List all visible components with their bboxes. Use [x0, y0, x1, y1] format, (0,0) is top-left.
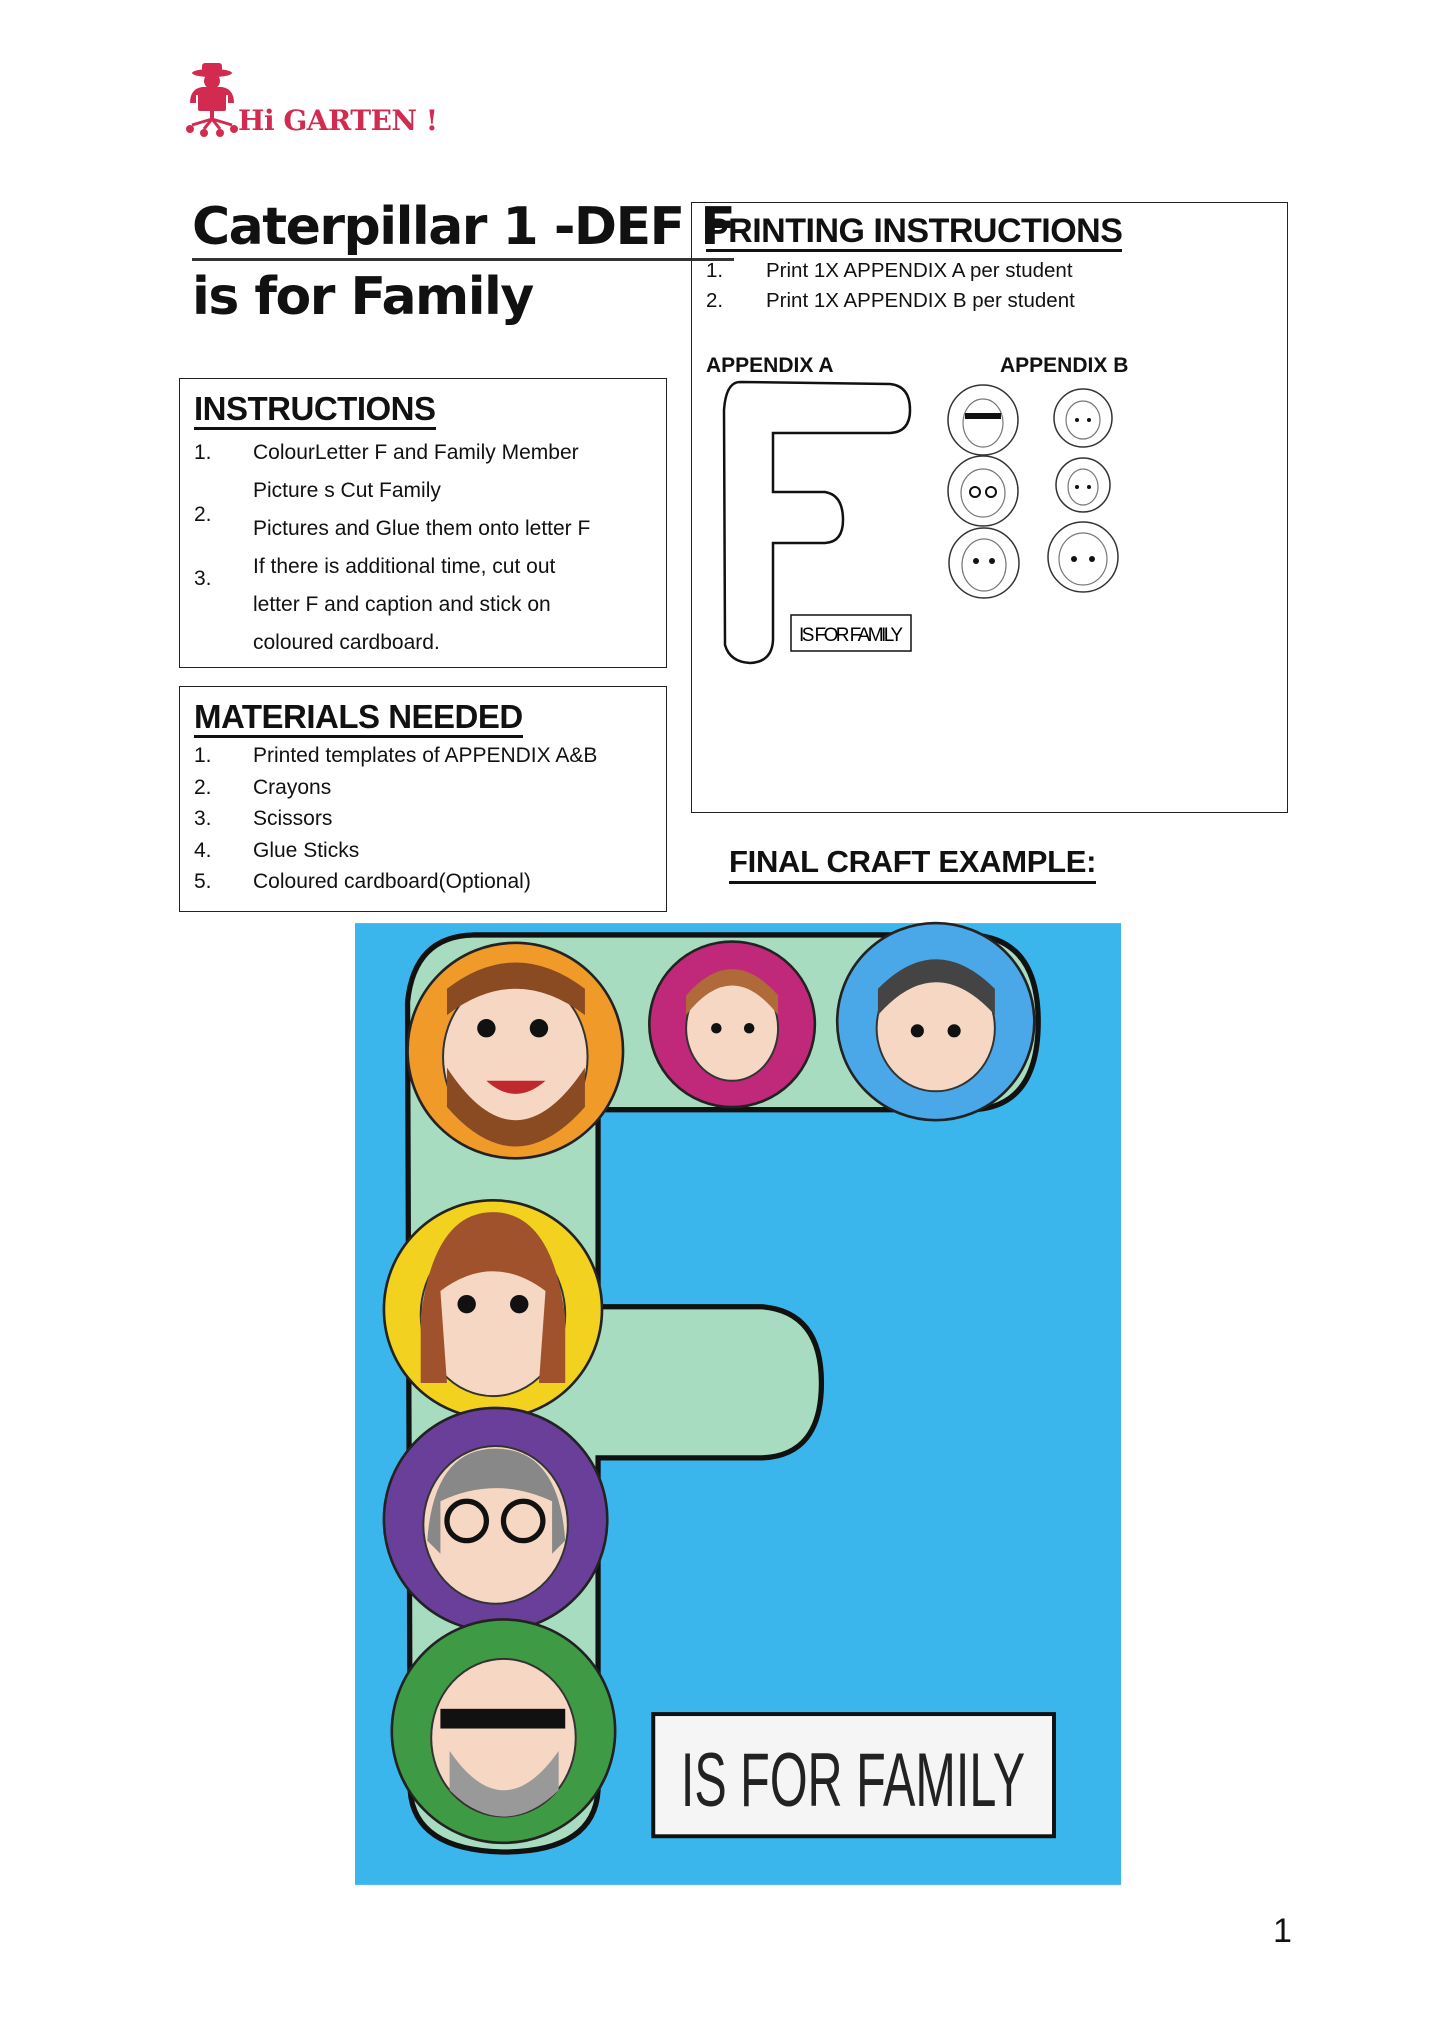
- appendix-b-label: APPENDIX B: [1000, 354, 1129, 377]
- list-item: [194, 835, 652, 867]
- item-text: Pictures and Glue them onto letter F: [253, 517, 591, 540]
- item-number: 5.: [194, 870, 212, 893]
- item-number: 2.: [706, 289, 724, 312]
- item-text: Scissors: [253, 807, 333, 830]
- list-item: [706, 256, 1273, 286]
- item-text: ColourLetter F and Family Member: [253, 441, 579, 464]
- appendix-a-letter-f: [700, 370, 930, 670]
- final-craft-photo: [355, 923, 1121, 1885]
- instructions-box: [179, 378, 667, 668]
- list-item: [194, 866, 652, 898]
- item-text: coloured cardboard.: [253, 631, 440, 654]
- item-number: 1.: [194, 744, 212, 767]
- page-number: 1: [1273, 1912, 1292, 1950]
- item-text: Coloured cardboard(Optional): [253, 870, 531, 893]
- materials-heading: MATERIALS NEEDED: [194, 699, 523, 738]
- item-text: Glue Sticks: [253, 838, 360, 862]
- logo-icon: [184, 63, 240, 139]
- face-grandma-icon: [948, 456, 1018, 526]
- list-item: [194, 586, 652, 624]
- item-number: [194, 624, 253, 662]
- face-boy-icon: [1054, 389, 1112, 447]
- page-title: [192, 192, 734, 332]
- list-item: [194, 434, 652, 472]
- item-number: 3.: [194, 567, 212, 590]
- face-grandpa-icon: [948, 385, 1018, 455]
- item-number: 1.: [706, 259, 724, 282]
- item-number: 1.: [194, 441, 212, 464]
- item-text: Crayons: [253, 775, 332, 799]
- list-item: [706, 286, 1273, 316]
- appendix-b-faces: [940, 375, 1200, 615]
- appendix-a-caption: IS FOR FAMILY: [799, 625, 903, 646]
- face-girl-icon: [1056, 458, 1110, 512]
- printing-heading: PRINTING INSTRUCTIONS: [706, 212, 1123, 250]
- list-item: [194, 624, 652, 662]
- appendix-a-label: APPENDIX A: [706, 354, 834, 377]
- item-number: 3.: [194, 807, 212, 830]
- item-number: 2.: [194, 503, 212, 526]
- list-item: [194, 472, 652, 510]
- craft-caption: IS FOR FAMILY: [680, 1738, 1026, 1824]
- list-item: [194, 740, 652, 772]
- list-item: [194, 503, 652, 548]
- list-item: [194, 548, 652, 590]
- item-number: 2.: [194, 775, 212, 799]
- brand-name: Hi GARTEN !: [238, 104, 438, 137]
- item-text: Print 1X APPENDIX A per student: [766, 259, 1073, 282]
- item-text: Picture s Cut Family: [253, 479, 441, 502]
- final-craft-heading: FINAL CRAFT EXAMPLE:: [729, 843, 1096, 884]
- title-line-1: Caterpillar 1 -DEF F: [192, 196, 734, 261]
- item-text: If there is additional time, cut out: [253, 555, 556, 578]
- list-item: [194, 772, 652, 804]
- item-text: Print 1X APPENDIX B per student: [766, 289, 1075, 312]
- item-text: letter F and caption and stick on: [253, 593, 551, 616]
- list-item: [194, 803, 652, 835]
- materials-box: [179, 686, 667, 912]
- item-number: 4.: [194, 838, 212, 862]
- instructions-heading: INSTRUCTIONS: [194, 391, 436, 430]
- title-line-2: is for Family: [192, 267, 533, 327]
- item-text: Printed templates of APPENDIX A&B: [253, 744, 598, 767]
